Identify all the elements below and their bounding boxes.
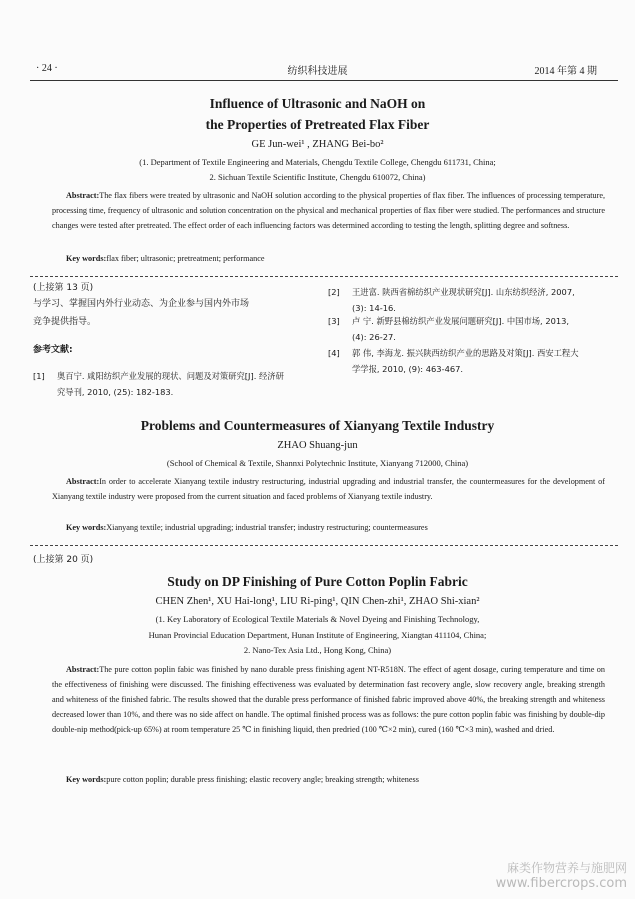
article1-keywords [66,254,606,263]
article1-affiliation-2: 2. Sichuan Textile Scientific Institute, Chengdu 610072, China) [209,172,426,182]
article1-title-line1: Influence of Ultrasonic and NaOH on [209,96,426,111]
continued-from-marker: (上接第 13 页) [33,283,94,293]
reference-text: 王进富. 陕西省棉纺织产业现状研究[J]. 山东纺织经济, 2007, (3): 14-16. [352,287,575,313]
reference-item [33,368,303,408]
keywords-text: Xianyang textile; industrial upgrading; industrial transfer; industry restructuring; countermeasures [106,523,428,532]
body-text-line2: 竞争提供指导。 [33,317,97,327]
section-divider [30,276,618,277]
article3-title: Study on DP Finishing of Pure Cotton Poplin Fabric [167,574,468,589]
references-heading: 参考文献: [33,345,73,355]
reference-number: [1] [33,371,45,381]
watermark-line1: 麻类作物营养与施肥网 [506,861,627,875]
keywords-label: Key words: [66,254,107,263]
abstract-label: Abstract: [66,665,100,674]
reference-text: 奥百宁. 咸阳纺织产业发展的现状、问题及对策研究[J]. 经济研究导刊, 2010, (25): 182-183. [57,371,284,397]
reference-text: 郭 伟, 李海龙. 振兴陕西纺织产业的思路及对策[J]. 西安工程大学学报, 2010, (9): 463-467. [352,348,579,374]
watermark [496,859,627,891]
article2-affiliation: (School of Chemical & Textile, Shannxi Polytechnic Institute, Xianyang 712000, China) [166,458,469,468]
section-divider [30,545,618,546]
reference-item [328,345,598,379]
article2-title: Problems and Countermeasures of Xianyang Textile Industry [140,418,495,433]
article1-affiliation-1: (1. Department of Textile Engineering and Materials, Chengdu Textile College, Chengdu 611731, China; [139,157,496,167]
article1-title-line2: the Properties of Pretreated Flax Fiber [205,117,430,132]
article3-affiliation-3: 2. Nano-Tex Asia Ltd., Hong Kong, China) [243,645,392,655]
article2-abstract [52,474,605,504]
abstract-text: The flax fibers were treated by ultrasonic and NaOH solution according to the physical properties of flax fiber. The influences of processing temperature, processing time, frequency of ultrasonic and solution concentration on the physical and mechanical properties of flax fiber were studied. The performances and structure changes were tested after pretreated. The effect order of each influencing factors was determined according to testing the length, splitting degree and softness. [52,191,605,230]
article1-authors: GE Jun-wei¹ , ZHANG Bei-bo² [251,139,384,150]
reference-number: [4] [328,348,340,358]
article3-keywords [66,775,606,784]
keywords-text: pure cotton poplin; durable press finishing; elastic recovery angle; breaking strength; whiteness [106,775,419,784]
issue-label: 2014 年第 4 期 [534,66,597,77]
reference-item [328,313,598,347]
article1-abstract [52,188,605,233]
keywords-label: Key words: [66,775,107,784]
article2-keywords [66,523,606,532]
abstract-text: In order to accelerate Xianyang textile industry restructuring, industrial upgrading and industrial transfer, the countermeasures for the development of Xianyang textile industry were proposed from the current situation and faced problems of Xianyang textile industry. [52,477,605,501]
journal-name: 纺织科技进展 [287,66,348,77]
watermark-line2: www.fibercrops.com [495,876,627,891]
abstract-label: Abstract: [66,191,100,200]
abstract-text: The pure cotton poplin fabic was finished by nano durable press finishing agent NT-R518N. The effect of agent dosage, curing temperature and time on the effectiveness of finishing were discussed. The finishing effectiveness was evaluated by determination fast recovery angle, slow recovery angle, breaking strength and whiteness of the finished fabric. The results showed that the durable press performance of finished fabric improved above 40%, the breaking strength and whiteness decreased lower than 10%, and there was no side affect on handle. The optimal finished process was as follows: the pure cotton poplin fabic was finishing by double-dip double-nip method(pick-up 65%) at room temperature 25 ℃ in finishing liquid, then predried (100 ℃×2 min), cured (160 ℃×3 min), washed and dried. [52,665,605,734]
article2-authors: ZHAO Shuang-jun [277,440,358,451]
body-text-line1: 与学习、掌握国内外行业动态、为企业参与国内外市场 [33,299,250,309]
reference-text: 卢 宁. 新野县棉纺织产业发展问题研究[J]. 中国市场, 2013, (4): 26-27. [352,316,570,342]
keywords-text: flax fiber; ultrasonic; pretreatment; performance [106,254,265,263]
header-rule [30,80,618,81]
abstract-label: Abstract: [66,477,100,486]
article3-abstract [52,662,605,737]
article3-authors: CHEN Zhen¹, XU Hai-long¹, LIU Ri-ping¹, QIN Chen-zhi¹, ZHAO Shi-xian² [155,596,480,607]
article3-affiliation-1: (1. Key Laboratory of Ecological Textile Materials & Novel Dyeing and Finishing Technology, [155,614,480,624]
reference-number: [2] [328,287,340,297]
continued-from-marker: (上接第 20 页) [33,555,94,565]
reference-number: [3] [328,316,340,326]
page-number: · 24 · [36,63,58,74]
article3-affiliation-2: Hunan Provincial Education Department, Hunan Institute of Engineering, Xiangtan 411104, China; [148,630,487,640]
keywords-label: Key words: [66,523,107,532]
